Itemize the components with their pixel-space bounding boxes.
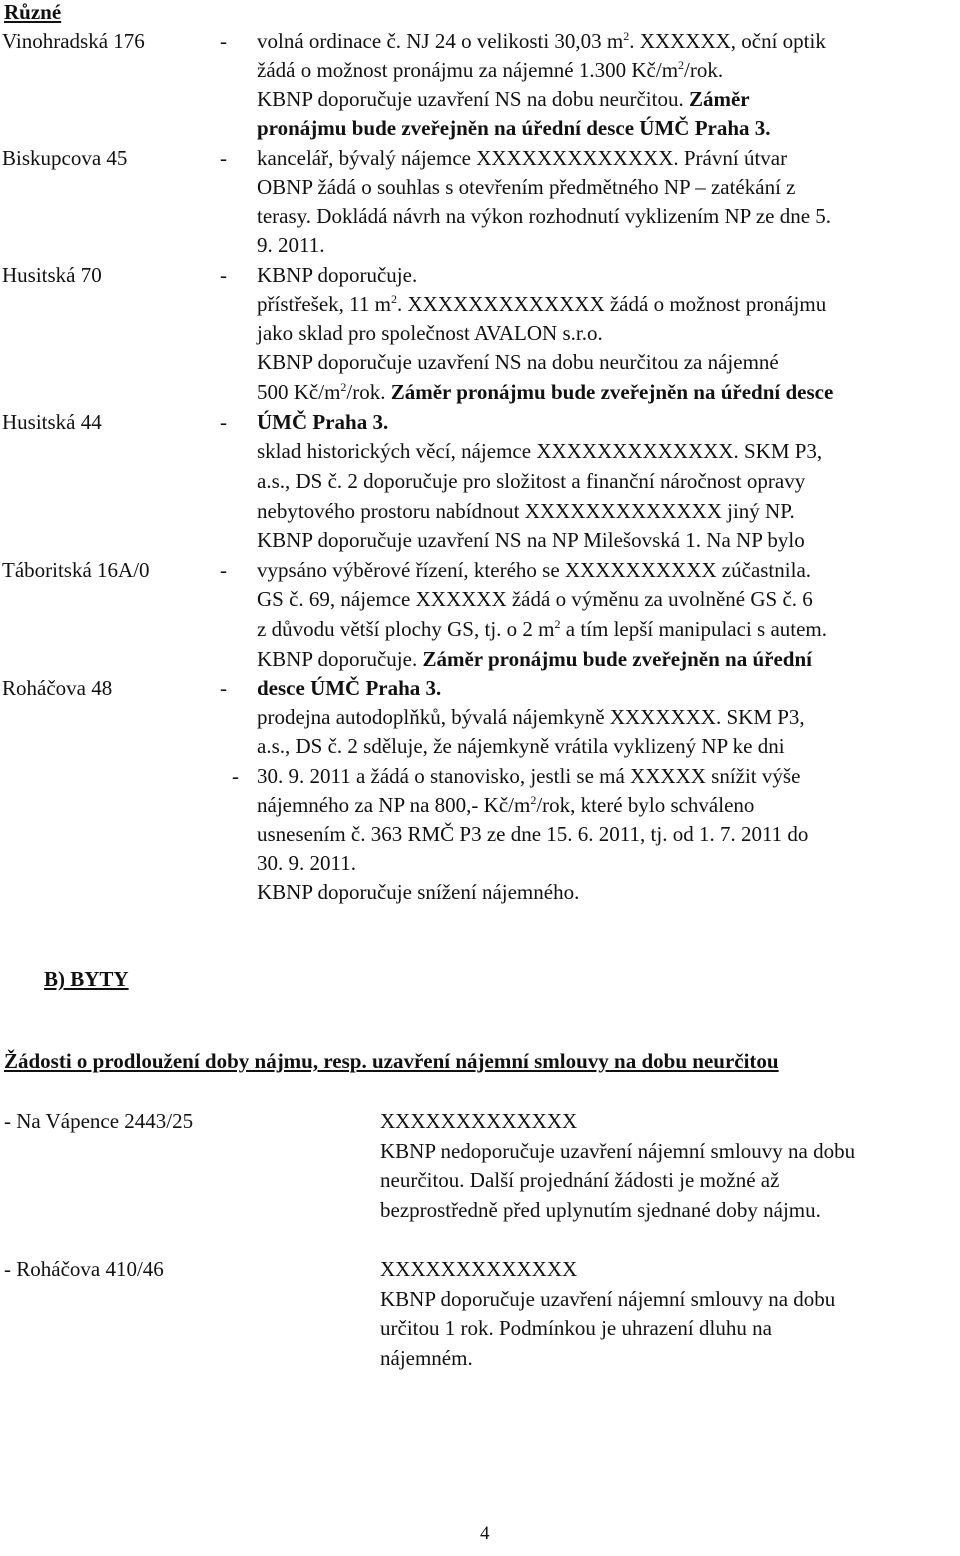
list-dash: -	[220, 410, 227, 434]
address-label: Táboritská 16A/0	[2, 558, 150, 582]
text-line: a.s., DS č. 2 sděluje, že nájemkyně vrátila vyklizený NP ke dni	[257, 734, 785, 758]
list-dash: -	[220, 676, 227, 700]
flat-address: - Roháčova 410/46	[4, 1257, 164, 1281]
text-line: KBNP doporučuje. Záměr pronájmu bude zveřejněn na úřední	[257, 647, 812, 671]
text-line: GS č. 69, nájemce XXXXXX žádá o výměnu za uvolněné GS č. 6	[257, 587, 813, 611]
flat-text: nájemném.	[380, 1346, 473, 1370]
flat-text: určitou 1 rok. Podmínkou je uhrazení dluhu na	[380, 1316, 772, 1340]
text-line: 30. 9. 2011.	[257, 851, 356, 875]
text-line: nebytového prostoru nabídnout XXXXXXXXXXXXX jiný NP.	[257, 499, 795, 523]
text-line: jako sklad pro společnost AVALON s.r.o.	[257, 321, 603, 345]
text-line: vypsáno výběrové řízení, kterého se XXXXXXXXXX zúčastnila.	[257, 558, 812, 582]
requests-heading: Žádosti o prodloužení doby nájmu, resp. uzavření nájemní smlouvy na dobu neurčitou	[4, 1049, 779, 1073]
text-line: usnesením č. 363 RMČ P3 ze dne 15. 6. 2011, tj. od 1. 7. 2011 do	[257, 822, 809, 846]
flat-text: neurčitou. Další projednání žádosti je možné až	[380, 1168, 780, 1192]
page-number: 4	[480, 1523, 490, 1544]
text-line: a.s., DS č. 2 doporučuje pro složitost a finanční náročnost opravy	[257, 469, 806, 493]
address-label: Biskupcova 45	[2, 146, 128, 170]
text-line: ÚMČ Praha 3.	[257, 410, 389, 434]
text-line: 30. 9. 2011 a žádá o stanovisko, jestli se má XXXXX snížit výše	[257, 764, 801, 788]
flat-text: KBNP doporučuje uzavření nájemní smlouvy na dobu	[380, 1287, 836, 1311]
address-label: Husitská 44	[2, 410, 102, 434]
text-line: žádá o možnost pronájmu za nájemné 1.300 $Kč/m^2$/rok.	[257, 58, 724, 82]
text-line: desce ÚMČ Praha 3.	[257, 676, 442, 700]
text-line: 9. 2011.	[257, 233, 325, 257]
text-line: terasy. Dokládá návrh na výkon rozhodnutí vyklizením NP ze dne 5.	[257, 204, 832, 228]
flat-text: KBNP nedoporučuje uzavření nájemní smlouvy na dobu	[380, 1139, 856, 1163]
flat-address: - Na Vápence 2443/25	[4, 1109, 194, 1133]
section-heading: Různé	[4, 0, 62, 24]
text-line: pronájmu bude zveřejněn na úřední desce ÚMČ Praha 3.	[257, 116, 771, 140]
text-line: nájemného za NP na 800,- $Kč/m^2$/rok, které bylo schváleno	[257, 793, 755, 817]
text-line: kancelář, bývalý nájemce XXXXXXXXXXXXX. Právní útvar	[257, 146, 788, 170]
text-line: sklad historických věcí, nájemce XXXXXXXXXXXXX. SKM P3,	[257, 439, 823, 463]
text-line: z důvodu větší plochy GS, tj. o 2 $m^2$ a tím lepší manipulaci s autem.	[257, 617, 828, 641]
list-dash: -	[220, 263, 227, 287]
text-line: KBNP doporučuje uzavření NS na dobu neurčitou za nájemné	[257, 350, 779, 374]
flat-tenant: XXXXXXXXXXXXX	[380, 1109, 578, 1133]
text-line: KBNP doporučuje uzavření NS na NP Milešovská 1. Na NP bylo	[257, 528, 805, 552]
section-b-heading: B) BYTY	[44, 967, 129, 991]
text-line: prodejna autodoplňků, bývalá nájemkyně XXXXXXX. SKM P3,	[257, 705, 805, 729]
address-label: Husitská 70	[2, 263, 102, 287]
text-line: KBNP doporučuje snížení nájemného.	[257, 880, 580, 904]
address-label: Roháčova 48	[2, 676, 113, 700]
text-line: přístřešek, 11 $m^2$. XXXXXXXXXXXXX žádá o možnost pronájmu	[257, 292, 827, 316]
flat-text: bezprostředně před uplynutím sjednané doby nájmu.	[380, 1198, 821, 1222]
text-line: KBNP doporučuje.	[257, 263, 418, 287]
text-line: volná ordinace č. NJ 24 o velikosti 30,03 $m^2$. XXXXXX, oční optik	[257, 29, 826, 53]
list-dash: -	[220, 29, 227, 53]
flat-tenant: XXXXXXXXXXXXX	[380, 1257, 578, 1281]
text-line: KBNP doporučuje uzavření NS na dobu neurčitou. Záměr	[257, 87, 750, 111]
list-dash: -	[220, 558, 227, 582]
address-label: Vinohradská 176	[2, 29, 145, 53]
list-dash: -	[232, 764, 239, 788]
text-line: 500 $Kč/m^2$/rok. Záměr pronájmu bude zveřejněn na úřední desce	[257, 380, 834, 404]
text-line: OBNP žádá o souhlas s otevřením předmětného NP – zatékání z	[257, 175, 796, 199]
list-dash: -	[220, 146, 227, 170]
